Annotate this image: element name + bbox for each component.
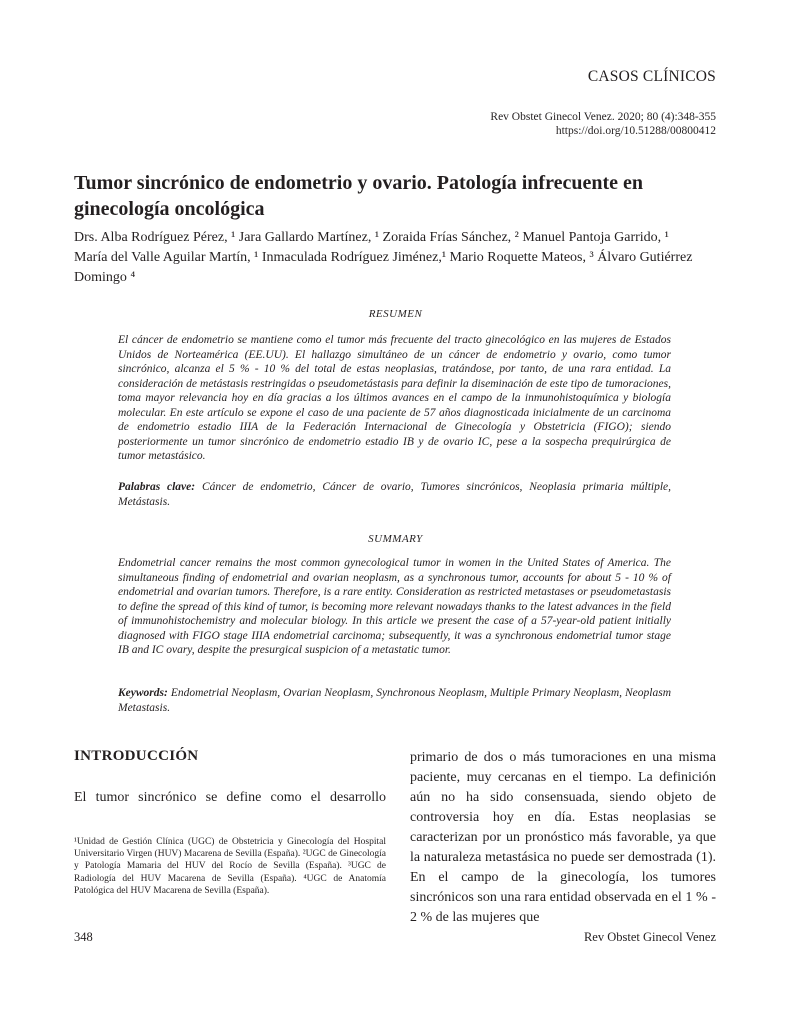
intro-heading: INTRODUCCIÓN xyxy=(74,748,199,764)
resumen-body: El cáncer de endometrio se mantiene como el tumor más frecuente del tracto ginecológico en las mujeres de Estados Unidos de Norteamérica (EE.UU). El hallazgo simultáneo de un cáncer de endometrio y ovario, como tumor sincrónico, alcanza el 5 % - 10 % del total de estas neoplasias, tratándose, por tanto, de una rara entidad. La consideración de metástasis restringidas o pseudometástasis para definir la diseminación de este tipo de tumoraciones, toma mayor relevancia hoy en día gracias a los últimos avances en el campo de la inmunohistoquímica y biología molecular. En este artículo se expone el caso de una paciente de 57 años diagnosticada inicialmente de un carcinoma de endometrio estadio IIIA de la Federación Internacional de Ginecología y Obstetricia (FIGO); siendo posteriormente un tumor sincrónico de endometrio estadio IB y de ovario IC, pese a la sospecha prequirúrgica de tumor metastásico. xyxy=(118,334,671,462)
doi-link[interactable]: https://doi.org/10.51288/00800412 xyxy=(555,125,716,137)
keywords-label: Palabras clave: xyxy=(118,481,196,493)
section-label: CASOS CLÍNICOS xyxy=(587,68,716,85)
resumen-keywords xyxy=(118,480,671,509)
author-list: Drs. Alba Rodríguez Pérez, ¹ Jara Gallardo Martínez, ¹ Zoraida Frías Sánchez, ² Manuel Pantoja Garrido, ¹ María del Valle Aguilar Martín, ¹ Inmaculada Rodríguez Jiménez,¹ Mario Roquette Mateos, ³ Álvaro Gutiérrez Domingo ⁴ xyxy=(74,230,693,285)
citation-reference: Rev Obstet Ginecol Venez. 2020; 80 (4):348-355 xyxy=(490,111,716,123)
citation-block xyxy=(490,110,716,138)
summary-body: Endometrial cancer remains the most common gynecological tumor in women in the United States of America. The simultaneous finding of endometrial and ovarian neoplasm, as a synchronous tumor, accounts for about 5 - 10 % of endometrial and ovarian tumors. Therefore, is a rare entity. Consideration as restricted metastases or pseudometastasis to define the spread of this kind of tumor, is becoming more relevant nowadays thanks to the latest advances in the field of immunohistochemistry and molecular biology. In this article we present the case of a 57-year-old patient initially diagnosed with FIGO stage IIIA endometrial carcinoma; subsequently, it was a synchronous endometrial tumor stage IB and IC ovary, despite the presurgical suspicion of a metastatic tumor. xyxy=(118,557,671,656)
intro-right-text: primario de dos o más tumoraciones en una misma paciente, muy cercanas en el tiempo. La definición aún no ha sido consensuada, siendo objeto de controversia hoy en día. Estas neoplasias se caracterizan por un pronóstico más favorable, ya que la naturaleza metastásica no puede ser demostrada (1). En el campo de la ginecología, los tumores sincrónicos son una rara entidad observada en el 1 % - 2 % de las mujeres que xyxy=(410,750,716,925)
footer-journal: Rev Obstet Ginecol Venez xyxy=(583,930,716,944)
resumen-heading: RESUMEN xyxy=(368,308,423,320)
affiliations-footnote: ¹Unidad de Gestión Clínica (UGC) de Obstetricia y Ginecología del Hospital Universitario Virgen (HUV) Macarena de Sevilla (España). ²UGC de Ginecología y Patología Mamaria del HUV del Rocío de Sevilla (España). ³UGC de Radiología del HUV Macarena de Sevilla (España). ⁴UGC de Anatomía Patológica del HUV Macarena de Sevilla (España). xyxy=(74,837,386,896)
article-title: Tumor sincrónico de endometrio y ovario. Patología infrecuente en ginecología oncológica xyxy=(74,172,644,220)
summary-keywords xyxy=(118,686,671,715)
page-number: 348 xyxy=(74,930,93,944)
summary-heading: SUMMARY xyxy=(368,533,423,545)
keywords-text: Endometrial Neoplasm, Ovarian Neoplasm, Synchronous Neoplasm, Multiple Primary Neoplasm, Neoplasm Metastasis. xyxy=(118,687,672,714)
keywords-label: Keywords: xyxy=(118,687,168,699)
intro-left-text: El tumor sincrónico se define como el desarrollo xyxy=(74,790,386,805)
keywords-text: Cáncer de endometrio, Cáncer de ovario, Tumores sincrónicos, Neoplasia primaria múltiple, Metástasis. xyxy=(118,481,672,508)
